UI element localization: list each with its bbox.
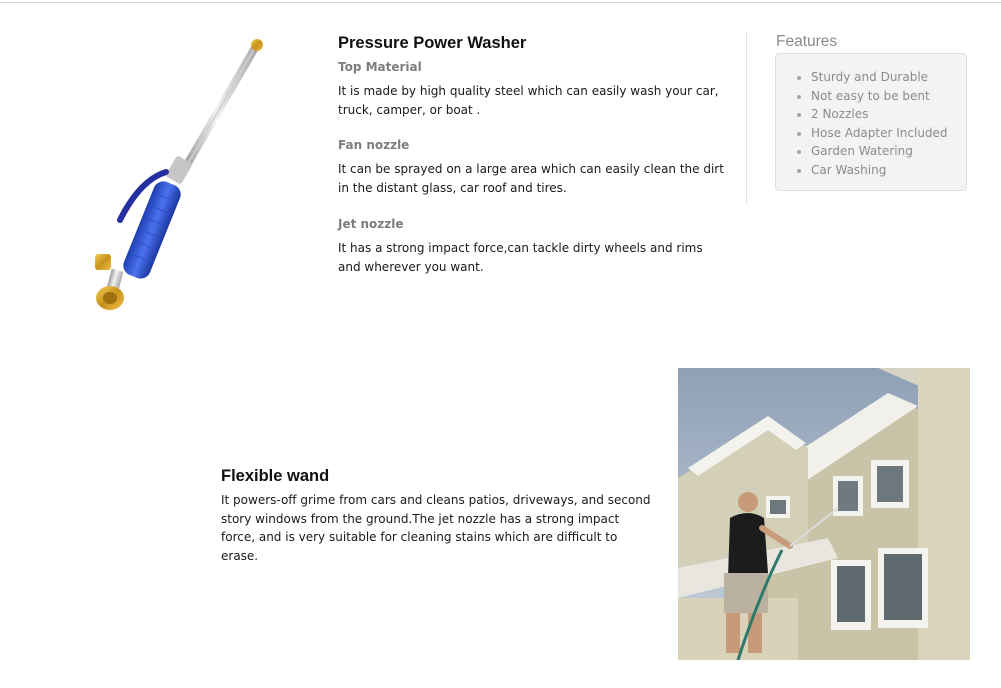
house-washing-photo xyxy=(678,368,970,660)
pressure-washer-description xyxy=(338,33,728,276)
subtitle-top-material: Top Material xyxy=(338,60,422,74)
flexible-wand-text: It powers-off grime from cars and cleans patios, driveways, and second story windows from the ground.The jet nozzle has a strong impact force, and is very suitable for cleaning stains which are difficult to erase. xyxy=(221,493,651,564)
pressure-washer-wand-image xyxy=(80,30,280,330)
text-jet-nozzle: It has a strong impact force,can tackle dirty wheels and rims and wherever you want. xyxy=(338,240,703,274)
subtitle-fan-nozzle: Fan nozzle xyxy=(338,138,410,153)
column-divider xyxy=(746,32,747,204)
subtitle-jet-nozzle: Jet nozzle xyxy=(338,216,404,231)
flexible-wand-description xyxy=(221,466,651,566)
feature-item: Not easy to be bent xyxy=(797,87,966,106)
top-divider xyxy=(0,2,1001,3)
features-panel xyxy=(775,53,967,191)
feature-item: Car Washing xyxy=(797,161,966,180)
feature-item: Hose Adapter Included xyxy=(797,124,966,143)
feature-item: Sturdy and Durable xyxy=(797,68,966,87)
text-top-material: It is made by high quality steel which can easily wash your car, truck, camper, or boat . xyxy=(338,84,719,117)
feature-item: 2 Nozzles xyxy=(797,105,966,124)
feature-item: Garden Watering xyxy=(797,142,966,161)
section-title: Pressure Power Washer xyxy=(338,34,527,52)
text-fan-nozzle: It can be sprayed on a large area which can easily clean the dirt in the distant glass, car roof and tires. xyxy=(338,162,724,196)
features-list xyxy=(776,54,966,179)
section-title: Flexible wand xyxy=(221,467,330,485)
features-title: Features xyxy=(776,33,838,50)
